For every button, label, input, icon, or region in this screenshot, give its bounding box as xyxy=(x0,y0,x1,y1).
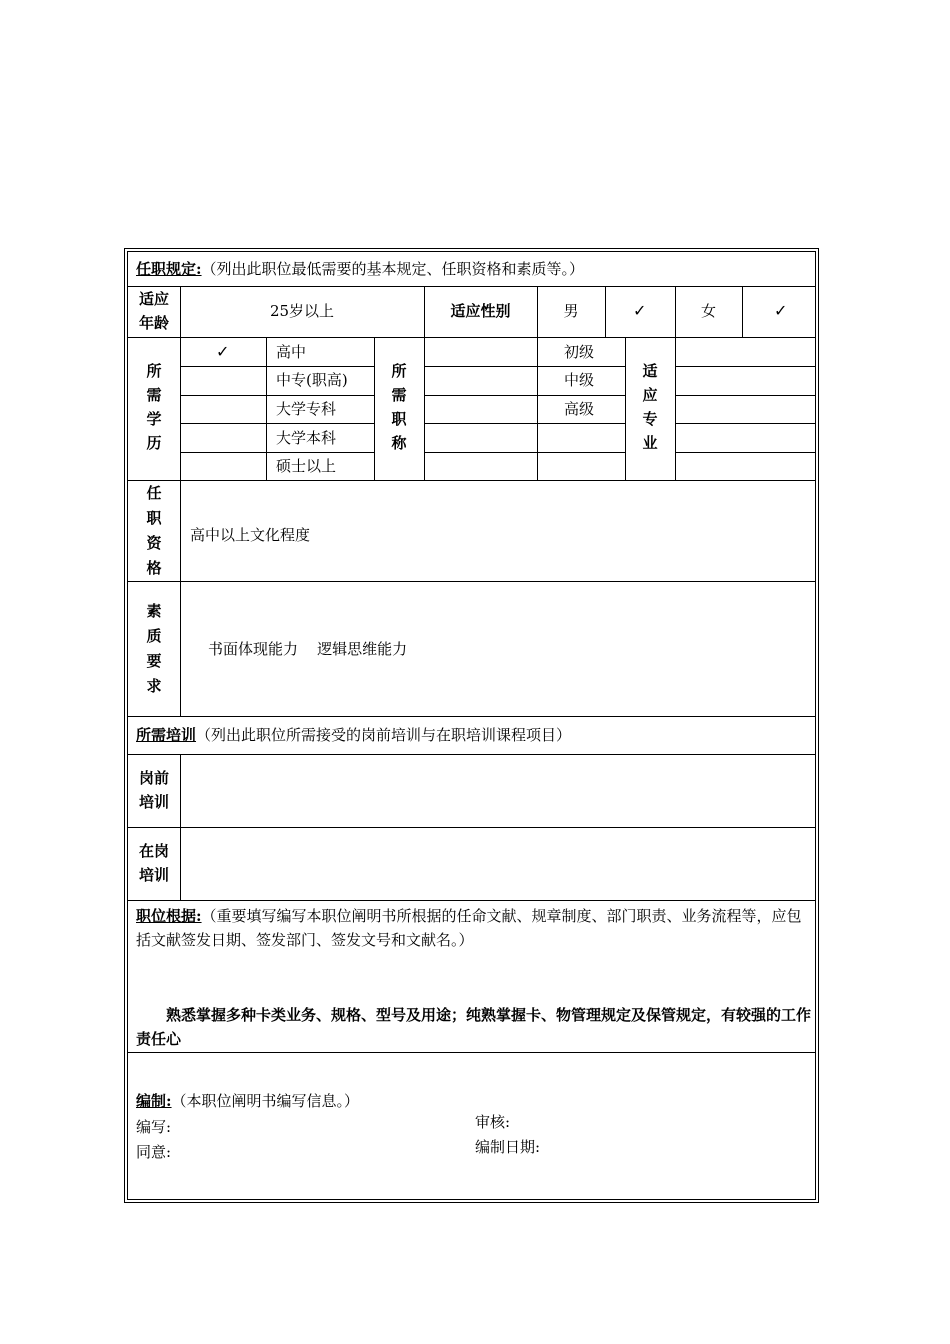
quality-label: 素 质 要 求 xyxy=(146,602,162,695)
compile-writer: 编写: xyxy=(136,1118,172,1136)
basis-title: 职位根据: xyxy=(136,907,202,925)
title-level-2: 中级 xyxy=(564,371,595,389)
qualification-label: 任 职 资 格 xyxy=(146,484,162,577)
education-label: 所 需 学 历 xyxy=(146,362,162,452)
basis-content: 熟悉掌握多种卡类业务、规格、型号及用途；纯熟掌握卡、物管理规定及保管规定，有较强的工作责任心 xyxy=(136,1006,812,1048)
compile-note: （本职位阐明书编写信息。） xyxy=(171,1092,360,1110)
education-level-3: 大学专科 xyxy=(276,400,337,418)
qualification-value: 高中以上文化程度 xyxy=(190,526,311,544)
title-level-1: 初级 xyxy=(564,343,595,361)
compile-approve: 同意: xyxy=(136,1143,172,1161)
education-level-2: 中专(职高) xyxy=(276,371,348,389)
gender-female: 女 xyxy=(700,302,716,320)
check-icon-education: ✓ xyxy=(216,342,230,361)
requirements-title: 任职规定: xyxy=(136,260,202,278)
compile-date: 编制日期: xyxy=(475,1138,541,1156)
gender-male: 男 xyxy=(563,302,579,320)
age-label: 适应 年龄 xyxy=(138,290,169,332)
education-level-1: 高中 xyxy=(276,343,307,361)
gender-label: 适应性别 xyxy=(450,302,511,320)
title-level-3: 高级 xyxy=(564,400,595,418)
title-req-label: 所 需 职 称 xyxy=(391,362,407,452)
training-note: （列出此职位所需接受的岗前培训与在职培训课程项目） xyxy=(196,726,572,744)
requirements-note: （列出此职位最低需要的基本规定、任职资格和素质等。） xyxy=(201,260,585,278)
major-label: 适 应 专 业 xyxy=(642,362,658,452)
check-icon-female: ✓ xyxy=(774,301,788,320)
check-icon-male: ✓ xyxy=(633,301,647,320)
age-value: 25岁以上 xyxy=(269,302,335,320)
table-inner-border xyxy=(127,251,816,1200)
pre-training-label: 岗前 培训 xyxy=(138,769,169,811)
basis-note: （重要填写编写本职位阐明书所根据的任命文献、规章制度、部门职责、业务流程等，应包括文献签发日期、签发部门、签发文号和文献名。） xyxy=(136,907,802,949)
education-level-5: 硕士以上 xyxy=(276,457,337,475)
compile-title: 编制: xyxy=(136,1092,172,1110)
education-level-4: 大学本科 xyxy=(276,429,337,447)
training-title: 所需培训 xyxy=(136,726,197,744)
onjob-training-label: 在岗 培训 xyxy=(138,842,169,884)
compile-review: 审核: xyxy=(475,1113,511,1131)
quality-value: 书面体现能力 逻辑思维能力 xyxy=(208,640,408,658)
job-spec-table xyxy=(124,248,819,1203)
